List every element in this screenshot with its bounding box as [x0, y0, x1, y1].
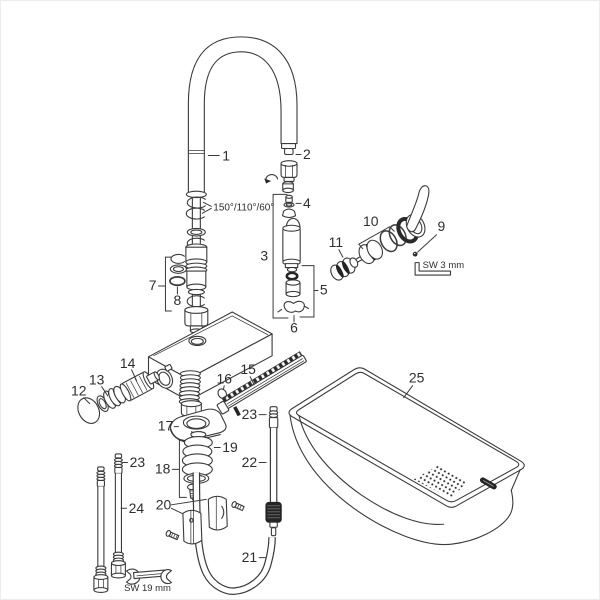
- part-label-4: 4: [302, 194, 311, 211]
- part-label-22: 22: [241, 453, 258, 470]
- hose-nipple-23-right: [269, 407, 277, 428]
- part-label-15: 15: [240, 360, 256, 377]
- supply-hose-right-24: [111, 454, 125, 578]
- part-label-11: 11: [328, 234, 344, 251]
- part-label-13: 13: [88, 371, 105, 388]
- handle-assembly: [328, 186, 429, 282]
- spout-shaft-stack: [185, 191, 208, 340]
- part-label-24: 24: [128, 499, 145, 516]
- part-label-10: 10: [363, 213, 379, 230]
- part-label-12: 12: [70, 382, 87, 399]
- part-label-18: 18: [154, 460, 171, 477]
- seal-set-7: [158, 254, 186, 311]
- part-label-23-left: 23: [129, 453, 146, 470]
- diagram-canvas: [1, 1, 599, 599]
- allen-key-size-label: SW 3 mm: [422, 260, 465, 272]
- swivel-angle-label: 150°/110°/60°: [213, 202, 275, 214]
- part-label-20: 20: [155, 496, 172, 513]
- part-label-14: 14: [119, 354, 136, 371]
- part-label-8: 8: [173, 291, 182, 308]
- part-label-16: 16: [216, 370, 233, 387]
- pullout-hose-21: [196, 472, 272, 591]
- supply-hose-left: [94, 467, 108, 592]
- part-label-7: 7: [148, 277, 157, 294]
- part-label-19: 19: [222, 438, 238, 455]
- open-end-wrench-icon: [127, 569, 172, 584]
- connection-hose-22: [266, 428, 281, 536]
- part-label-2: 2: [302, 145, 311, 162]
- part-label-6: 6: [290, 319, 298, 336]
- wrench-size-label: SW 19 mm: [124, 583, 171, 595]
- cartridge-14: [118, 367, 163, 403]
- corrugated-hose: [179, 371, 201, 416]
- part-label-3: 3: [260, 247, 269, 264]
- part-label-1: 1: [222, 147, 231, 164]
- callouts: [71, 146, 464, 594]
- part-label-21: 21: [241, 549, 258, 566]
- part-label-5: 5: [319, 281, 328, 298]
- part-label-9: 9: [437, 218, 446, 235]
- part-label-23-right: 23: [241, 406, 258, 423]
- part-label-25: 25: [408, 369, 425, 386]
- spray-head-assembly: [265, 161, 300, 297]
- part-label-17: 17: [157, 417, 174, 434]
